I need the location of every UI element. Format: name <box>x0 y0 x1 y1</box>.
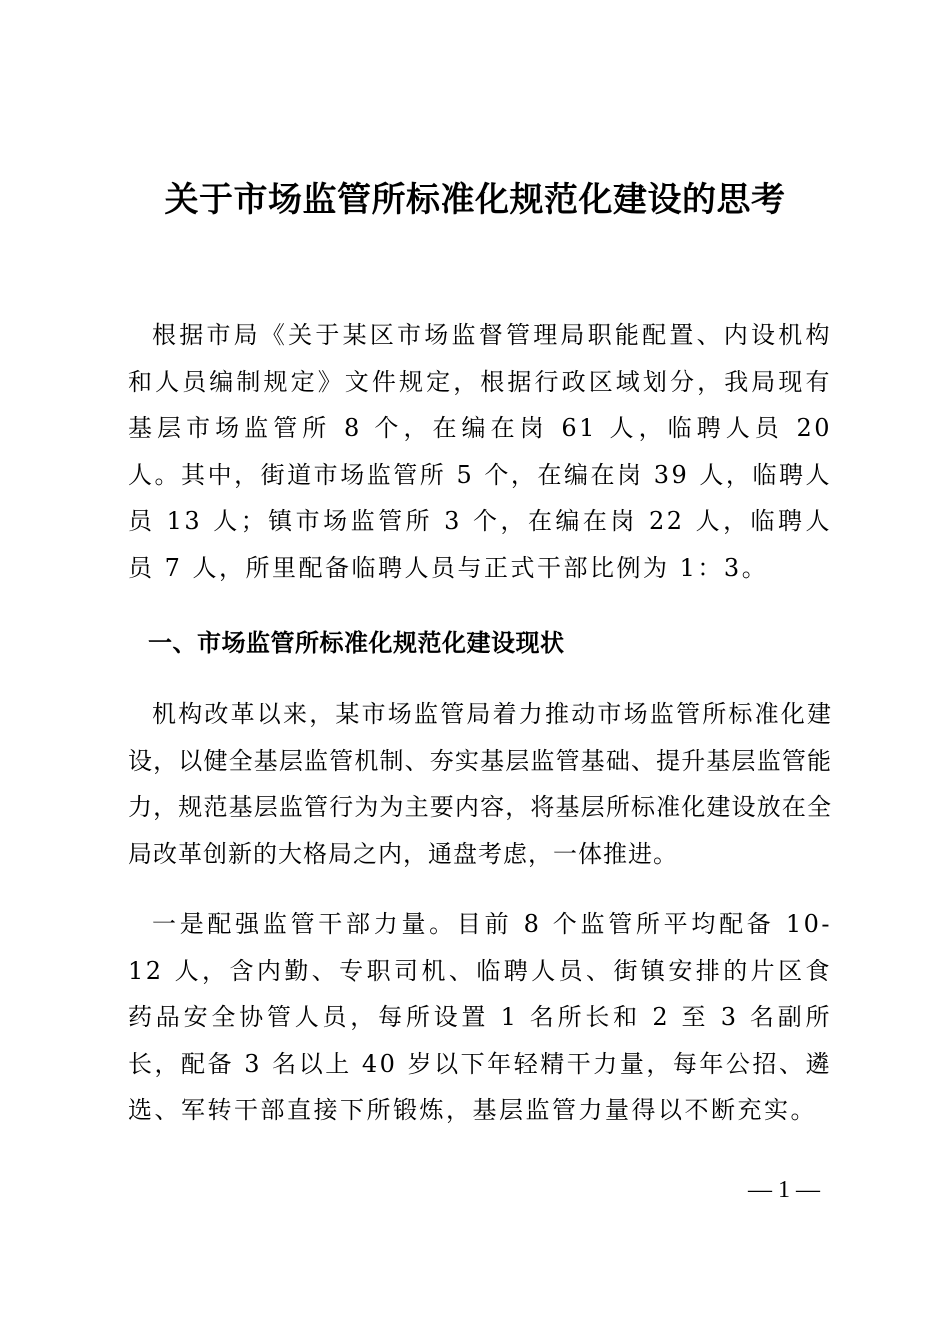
reform-paragraph: 机构改革以来，某市场监管局着力推动市场监管所标准化建设，以健全基层监管机制、夯实基层监管基础、提升基层监管能力，规范基层监管行为为主要内容，将基层所标准化建设放在全局改革创新的大格局之内，通盘考虑，一体推进。 <box>128 700 832 868</box>
staffing-paragraph: 一是配强监管干部力量。目前 8 个监管所平均配备 10-12 人，含内勤、专职司机、临聘人员、街镇安排的片区食药品安全协管人员，每所设置 1 名所长和 2 至 3 名副所长，配备 3 名以上 40 岁以下年轻精干力量，每年公招、遴选、军转干部直接下所锻炼，基层监管力量得以不断充实。 <box>128 910 832 1124</box>
page-number: — 1 — <box>748 1177 820 1203</box>
document-title: 关于市场监管所标准化规范化建设的思考 <box>164 180 786 220</box>
intro-paragraph: 根据市局《关于某区市场监督管理局职能配置、内设机构和人员编制规定》文件规定，根据行政区域划分，我局现有基层市场监管所 8 个，在编在岗 61 人，临聘人员 20 人。其中，街道市场监管所 5 个，在编在岗 39 人，临聘人员 13 人；镇市场监管所 3 个，在编在岗 22 人，临聘人员 7 人，所里配备临聘人员与正式干部比例为 1：3。 <box>128 321 832 582</box>
section-heading: 一、市场监管所标准化规范化建设现状 <box>148 629 565 657</box>
